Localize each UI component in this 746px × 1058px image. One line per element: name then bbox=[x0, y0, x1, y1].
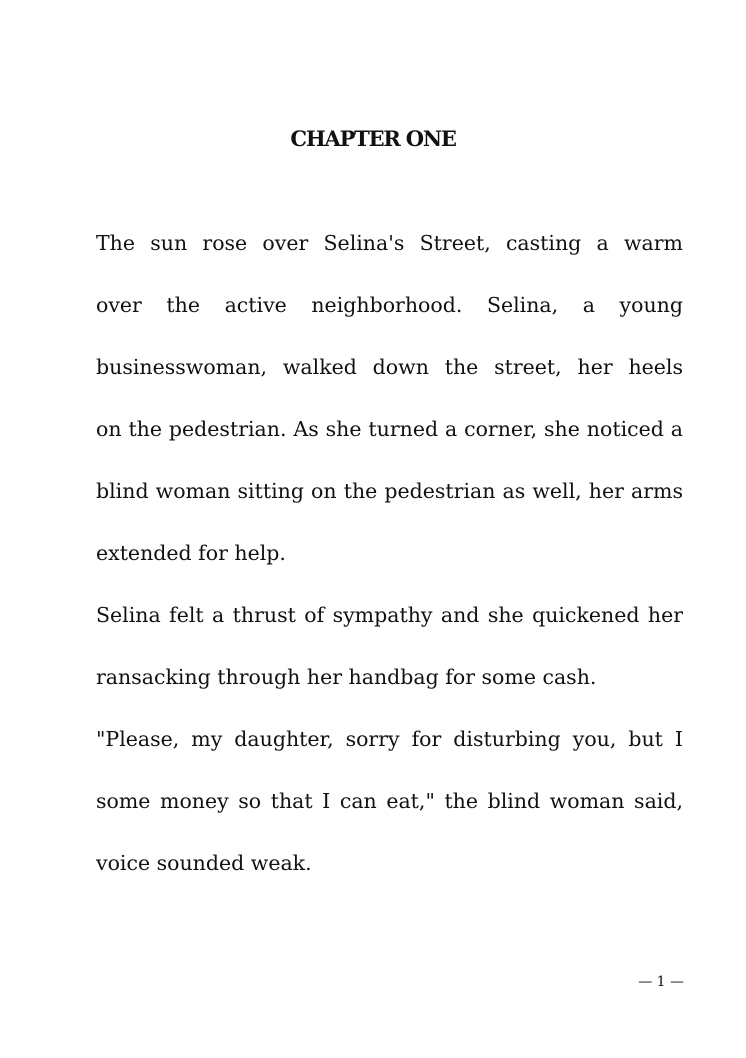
text-line: extended for help. bbox=[96, 541, 286, 565]
text-line: some money so that I can eat," the blind woman said, bbox=[96, 789, 683, 813]
text-line: Selina felt a thrust of sympathy and she quickened her bbox=[96, 603, 683, 627]
page-number: — 1 — bbox=[638, 974, 684, 990]
text-line: over the active neighborhood. Selina, a young bbox=[96, 293, 683, 317]
chapter-title: CHAPTER ONE bbox=[290, 126, 456, 151]
text-line: voice sounded weak. bbox=[96, 851, 312, 875]
text-line: blind woman sitting on the pedestrian as well, her arms bbox=[96, 479, 683, 503]
text-line: "Please, my daughter, sorry for disturbing you, but I bbox=[96, 727, 683, 751]
text-line: The sun rose over Selina's Street, casting a warm bbox=[96, 231, 683, 255]
body-text bbox=[96, 212, 683, 894]
text-line: ransacking through her handbag for some cash. bbox=[96, 665, 597, 689]
text-line: on the pedestrian. As she turned a corner, she noticed a bbox=[96, 417, 683, 441]
text-line: businesswoman, walked down the street, her heels bbox=[96, 355, 683, 379]
